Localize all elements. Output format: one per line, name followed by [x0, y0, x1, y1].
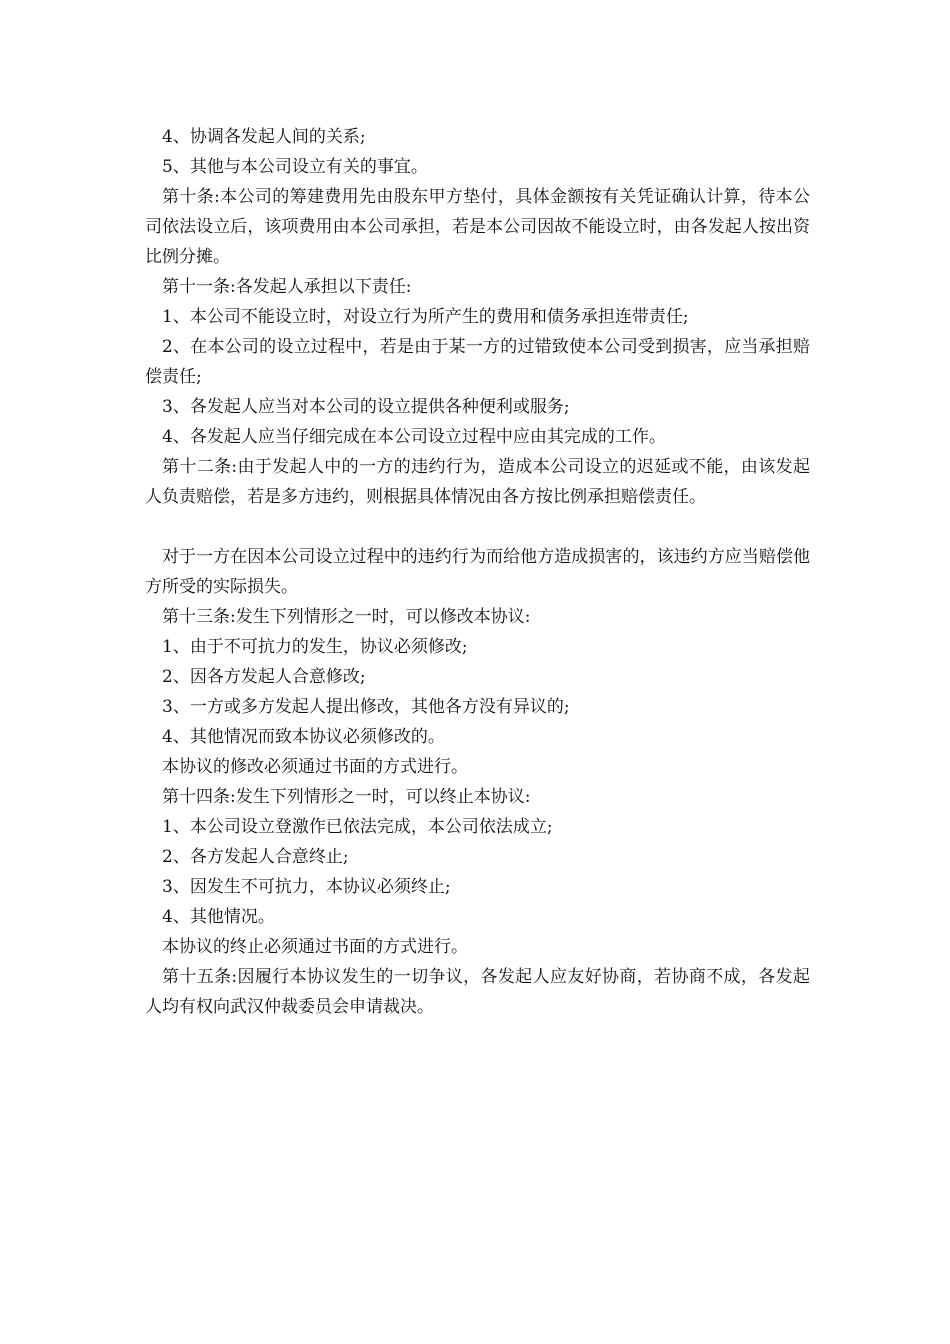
- document-page: [145, 122, 810, 1022]
- paragraph: 第十四条:发生下列情形之一时，可以终止本协议:: [162, 787, 531, 807]
- paragraph: 第十一条:各发起人承担以下责任:: [162, 277, 412, 297]
- paragraph: 1、本公司不能设立时，对设立行为所产生的费用和债务承担连带责任;: [162, 307, 689, 327]
- paragraph: 5、其他与本公司设立有关的事宜。: [162, 157, 428, 177]
- paragraph: 2、各方发起人合意终止;: [162, 847, 349, 867]
- paragraph: 1、由于不可抗力的发生，协议必须修改;: [162, 637, 468, 657]
- paragraph: 对于一方在因本公司设立过程中的违约行为而给他方造成损害的，该违约方应当赔偿他方所受的实际损失。: [145, 547, 810, 597]
- paragraph: 第十五条:因履行本协议发生的一切争议，各发起人应友好协商，若协商不成，各发起人均有权向武汉仲裁委员会申请裁决。: [145, 967, 810, 1017]
- paragraph: 3、因发生不可抗力，本协议必须终止;: [162, 877, 451, 897]
- paragraph: 2、因各方发起人合意修改;: [162, 667, 366, 687]
- paragraph: 4、其他情况而致本协议必须修改的。: [162, 727, 445, 747]
- blank-line: [145, 512, 810, 542]
- paragraph: 本协议的修改必须通过书面的方式进行。: [162, 757, 468, 777]
- paragraph: 3、各发起人应当对本公司的设立提供各种便利或服务;: [162, 397, 570, 417]
- paragraph: 4、其他情况。: [162, 907, 275, 927]
- paragraph: 4、各发起人应当仔细完成在本公司设立过程中应由其完成的工作。: [162, 427, 666, 447]
- paragraph: 第十二条:由于发起人中的一方的违约行为，造成本公司设立的迟延或不能，由该发起人负责赔偿，若是多方违约，则根据具体情况由各方按比例承担赔偿责任。: [145, 457, 810, 507]
- paragraph: 3、一方或多方发起人提出修改，其他各方没有异议的;: [162, 697, 570, 717]
- paragraph: 4、协调各发起人间的关系;: [162, 127, 366, 147]
- paragraph: 2、在本公司的设立过程中，若是由于某一方的过错致使本公司受到损害，应当承担赔偿责任;: [145, 337, 810, 387]
- paragraph: 第十三条:发生下列情形之一时，可以修改本协议:: [162, 607, 531, 627]
- paragraph: 第十条:本公司的筹建费用先由股东甲方垫付，具体金额按有关凭证确认计算，待本公司依法设立后，该项费用由本公司承担，若是本公司因故不能设立时，由各发起人按出资比例分摊。: [145, 187, 810, 267]
- paragraph: 1、本公司设立登激作已依法完成，本公司依法成立;: [162, 817, 553, 837]
- paragraph: 本协议的终止必须通过书面的方式进行。: [162, 937, 468, 957]
